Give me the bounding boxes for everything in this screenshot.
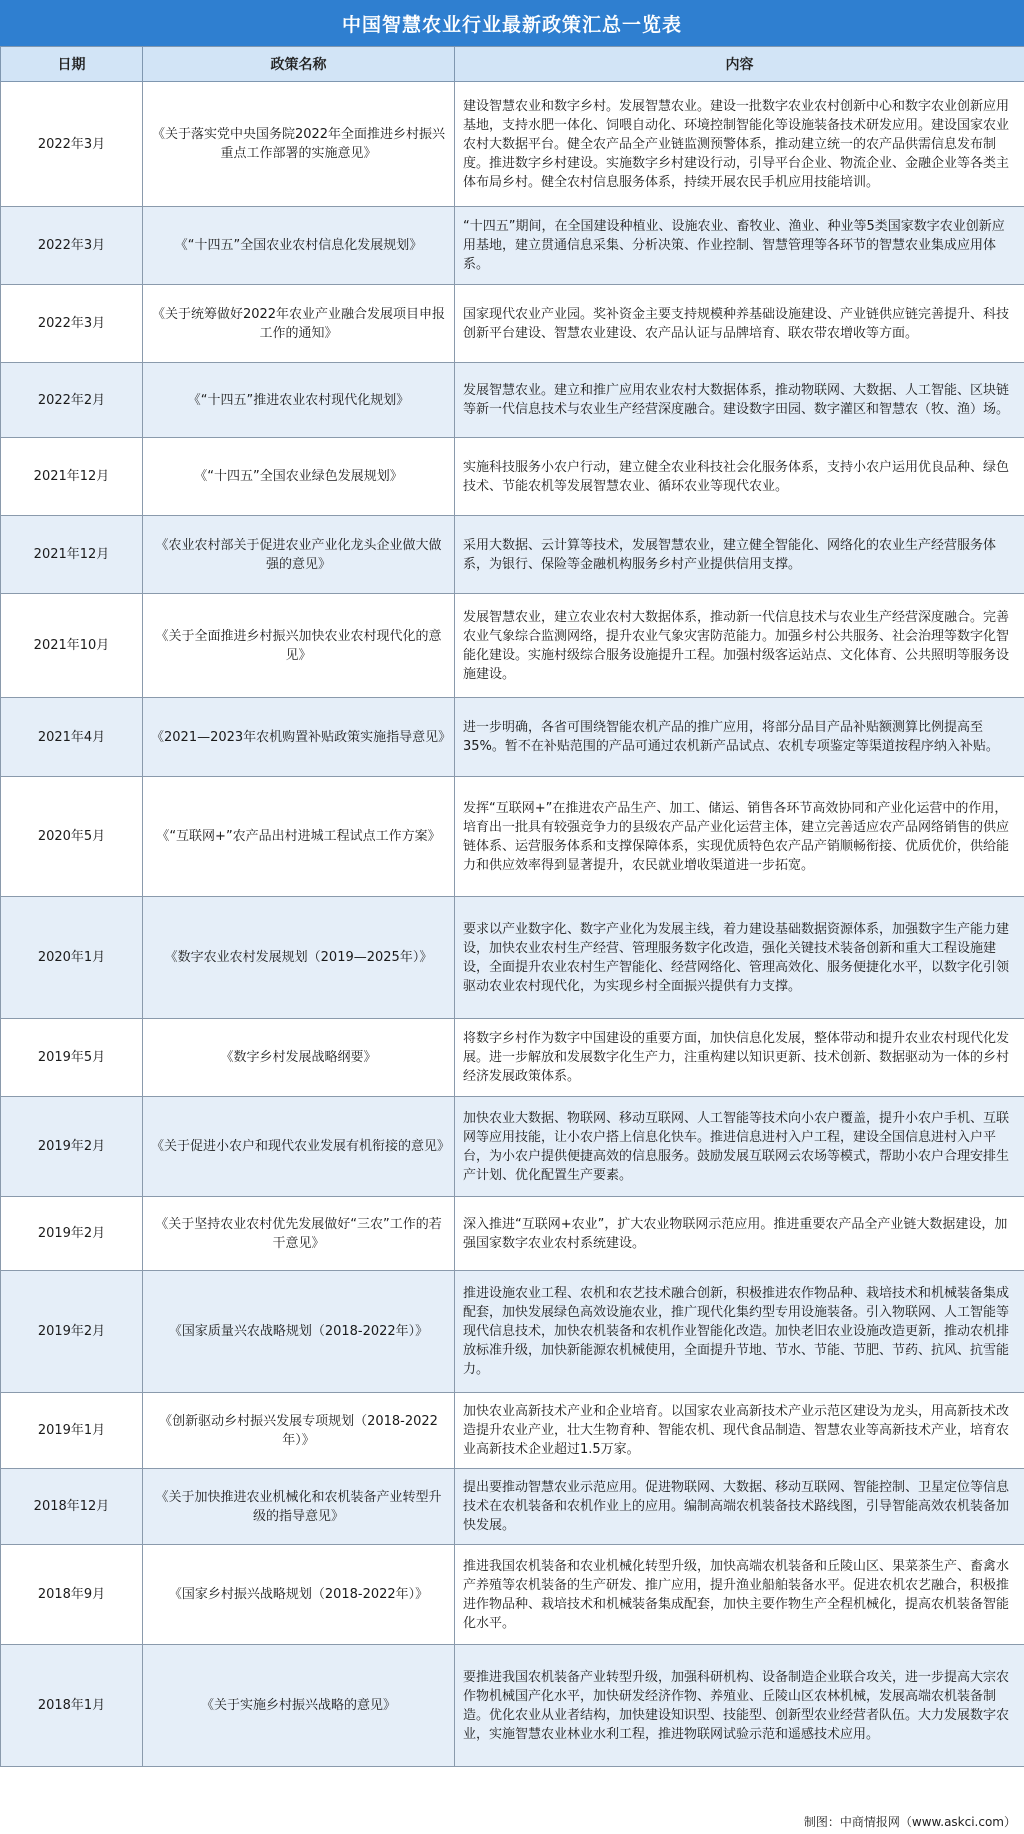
- table-row: [1, 363, 1024, 438]
- row-content: 建设智慧农业和数字乡村。发展智慧农业。建设一批数字农业农村创新中心和数字农业创新应用基地，支持水肥一体化、饲喂自动化、环境控制智能化等设施装备技术研发应用。建设国家农业农村大数据平台。健全农产品全产业链监测预警体系，推动建立统一的农产品供需信息发布制度。推进数字乡村建设。实施数字乡村建设行动，引导平台企业、物流企业、金融企业等各类主体布局乡村。健全农村信息服务体系，持续开展农民手机应用技能培训。: [455, 82, 1024, 207]
- row-date: 2019年2月: [1, 1097, 143, 1197]
- row-content: 发展智慧农业，建立农业农村大数据体系，推动新一代信息技术与农业生产经营深度融合。完善农业气象综合监测网络，提升农业气象灾害防范能力。加强乡村公共服务、社会治理等数字化智能化建设。实施村级综合服务设施提升工程。加强村级客运站点、文化体育、公共照明等服务设施建设。: [455, 594, 1024, 698]
- row-content: 加快农业大数据、物联网、移动互联网、人工智能等技术向小农户覆盖，提升小农户手机、互联网等应用技能，让小农户搭上信息化快车。推进信息进村入户工程，建设全国信息进村入户平台，为小农户提供便捷高效的信息服务。鼓励发展互联网云农场等模式，帮助小农户合理安排生产计划、优化配置生产要素。: [455, 1097, 1024, 1197]
- table-header: [1, 47, 1024, 82]
- table-row: [1, 207, 1024, 285]
- row-content: 加快农业高新技术产业和企业培育。以国家农业高新技术产业示范区建设为龙头，用高新技术改造提升农业产业，壮大生物育种、智能农机、现代食品制造、智慧农业等高新技术产业，培育农业高新技术企业超过1.5万家。: [455, 1393, 1024, 1469]
- row-date: 2019年5月: [1, 1019, 143, 1097]
- row-date: 2019年2月: [1, 1197, 143, 1271]
- header-row: [1, 47, 1024, 82]
- row-policy-name: 《国家乡村振兴战略规划（2018-2022年）》: [143, 1545, 455, 1645]
- row-date: 2022年2月: [1, 363, 143, 438]
- table-row: [1, 1271, 1024, 1393]
- row-date: 2019年2月: [1, 1271, 143, 1393]
- row-policy-name: 《关于统筹做好2022年农业产业融合发展项目申报工作的通知》: [143, 285, 455, 363]
- table-row: [1, 1545, 1024, 1645]
- header-policy-name: 政策名称: [143, 47, 455, 82]
- row-policy-name: 《数字乡村发展战略纲要》: [143, 1019, 455, 1097]
- row-policy-name: 《创新驱动乡村振兴发展专项规划（2018-2022年）》: [143, 1393, 455, 1469]
- row-policy-name: 《关于坚持农业农村优先发展做好“三农”工作的若干意见》: [143, 1197, 455, 1271]
- table-row: [1, 438, 1024, 516]
- row-date: 2018年12月: [1, 1469, 143, 1545]
- row-date: 2021年12月: [1, 516, 143, 594]
- row-content: 将数字乡村作为数字中国建设的重要方面，加快信息化发展，整体带动和提升农业农村现代化发展。进一步解放和发展数字化生产力，注重构建以知识更新、技术创新、数据驱动为一体的乡村经济发展政策体系。: [455, 1019, 1024, 1097]
- row-content: 采用大数据、云计算等技术，发展智慧农业，建立健全智能化、网络化的农业生产经营服务体系，为银行、保险等金融机构服务乡村产业提供信用支撑。: [455, 516, 1024, 594]
- row-policy-name: 《关于全面推进乡村振兴加快农业农村现代化的意见》: [143, 594, 455, 698]
- row-policy-name: 《“十四五”推进农业农村现代化规划》: [143, 363, 455, 438]
- row-date: 2020年1月: [1, 897, 143, 1019]
- table-row: [1, 285, 1024, 363]
- table-row: [1, 1097, 1024, 1197]
- table-row: [1, 777, 1024, 897]
- row-content: 推进我国农机装备和农业机械化转型升级，加快高端农机装备和丘陵山区、果菜茶生产、畜禽水产养殖等农机装备的生产研发、推广应用，提升渔业船舶装备水平。促进农机农艺融合，积极推进作物品种、栽培技术和机械装备集成配套，加快主要作物生产全程机械化，提高农机装备智能化水平。: [455, 1545, 1024, 1645]
- table-row: [1, 1393, 1024, 1469]
- table-row: [1, 1197, 1024, 1271]
- row-date: 2021年12月: [1, 438, 143, 516]
- header-date: 日期: [1, 47, 143, 82]
- row-content: 提出要推动智慧农业示范应用。促进物联网、大数据、移动互联网、智能控制、卫星定位等信息技术在农机装备和农机作业上的应用。编制高端农机装备技术路线图，引导智能高效农机装备加快发展。: [455, 1469, 1024, 1545]
- row-date: 2018年1月: [1, 1645, 143, 1767]
- row-policy-name: 《农业农村部关于促进农业产业化龙头企业做大做强的意见》: [143, 516, 455, 594]
- row-date: 2020年5月: [1, 777, 143, 897]
- table-row: [1, 1645, 1024, 1767]
- page-title: 中国智慧农业行业最新政策汇总一览表: [0, 0, 1024, 46]
- row-policy-name: 《国家质量兴农战略规划（2018-2022年）》: [143, 1271, 455, 1393]
- row-policy-name: 《关于实施乡村振兴战略的意见》: [143, 1645, 455, 1767]
- row-content: 要求以产业数字化、数字产业化为发展主线，着力建设基础数据资源体系，加强数字生产能力建设，加快农业农村生产经营、管理服务数字化改造，强化关键技术装备创新和重大工程设施建设，全面提升农业农村生产智能化、经营网络化、管理高效化、服务便捷化水平，以数字化引领驱动农业农村现代化，为实现乡村全面振兴提供有力支撑。: [455, 897, 1024, 1019]
- row-date: 2021年4月: [1, 698, 143, 777]
- row-policy-name: 《关于落实党中央国务院2022年全面推进乡村振兴重点工作部署的实施意见》: [143, 82, 455, 207]
- footer-credit: 制图：中商情报网（www.askci.com）: [803, 1815, 1016, 1829]
- row-policy-name: 《“十四五”全国农业绿色发展规划》: [143, 438, 455, 516]
- row-policy-name: 《数字农业农村发展规划（2019—2025年）》: [143, 897, 455, 1019]
- row-date: 2021年10月: [1, 594, 143, 698]
- table-row: [1, 82, 1024, 207]
- row-content: 发挥“互联网+”在推进农产品生产、加工、储运、销售各环节高效协同和产业化运营中的作用，培育出一批具有较强竞争力的县级农产品产业化运营主体，建立完善适应农产品网络销售的供应链体系、运营服务体系和支撑保障体系，实现优质特色农产品产销顺畅衔接、优质优价，供给能力和供应效率得到显著提升，农民就业增收渠道进一步拓宽。: [455, 777, 1024, 897]
- row-policy-name: 《关于加快推进农业机械化和农机装备产业转型升级的指导意见》: [143, 1469, 455, 1545]
- row-content: 发展智慧农业。建立和推广应用农业农村大数据体系，推动物联网、大数据、人工智能、区块链等新一代信息技术与农业生产经营深度融合。建设数字田园、数字灌区和智慧农（牧、渔）场。: [455, 363, 1024, 438]
- table-row: [1, 698, 1024, 777]
- row-date: 2018年9月: [1, 1545, 143, 1645]
- row-content: 推进设施农业工程、农机和农艺技术融合创新，积极推进农作物品种、栽培技术和机械装备集成配套，加快发展绿色高效设施农业，推广现代化集约型专用设施装备。引入物联网、人工智能等现代信息技术，加快农机装备和农机作业智能化改造。加快老旧农业设施改造更新，推动农机排放标准升级，加快新能源农机械使用，全面提升节地、节水、节能、节肥、节药、抗风、抗雪能力。: [455, 1271, 1024, 1393]
- table-row: [1, 516, 1024, 594]
- row-content: “十四五”期间，在全国建设种植业、设施农业、畜牧业、渔业、种业等5类国家数字农业创新应用基地，建立贯通信息采集、分析决策、作业控制、智慧管理等各环节的智慧农业集成应用体系。: [455, 207, 1024, 285]
- row-date: 2019年1月: [1, 1393, 143, 1469]
- row-content: 深入推进“互联网+农业”，扩大农业物联网示范应用。推进重要农产品全产业链大数据建设，加强国家数字农业农村系统建设。: [455, 1197, 1024, 1271]
- row-content: 实施科技服务小农户行动，建立健全农业科技社会化服务体系，支持小农户运用优良品种、绿色技术、节能农机等发展智慧农业、循环农业等现代农业。: [455, 438, 1024, 516]
- row-date: 2022年3月: [1, 285, 143, 363]
- header-content: 内容: [455, 47, 1024, 82]
- table-row: [1, 594, 1024, 698]
- row-content: 进一步明确，各省可围绕智能农机产品的推广应用，将部分品目产品补贴额测算比例提高至35%。暂不在补贴范围的产品可通过农机新产品试点、农机专项鉴定等渠道按程序纳入补贴。: [455, 698, 1024, 777]
- row-policy-name: 《“互联网+”农产品出村进城工程试点工作方案》: [143, 777, 455, 897]
- row-policy-name: 《“十四五”全国农业农村信息化发展规划》: [143, 207, 455, 285]
- table-body: [1, 82, 1024, 1767]
- row-policy-name: 《2021—2023年农机购置补贴政策实施指导意见》: [143, 698, 455, 777]
- row-policy-name: 《关于促进小农户和现代农业发展有机衔接的意见》: [143, 1097, 455, 1197]
- row-content: 要推进我国农机装备产业转型升级，加强科研机构、设备制造企业联合攻关，进一步提高大宗农作物机械国产化水平，加快研发经济作物、养殖业、丘陵山区农林机械，发展高端农机装备制造。优化农业从业者结构，加快建设知识型、技能型、创新型农业经营者队伍。大力发展数字农业，实施智慧农业林业水利工程，推进物联网试验示范和遥感技术应用。: [455, 1645, 1024, 1767]
- table-row: [1, 1019, 1024, 1097]
- table-row: [1, 897, 1024, 1019]
- row-date: 2022年3月: [1, 207, 143, 285]
- row-date: 2022年3月: [1, 82, 143, 207]
- table-row: [1, 1469, 1024, 1545]
- policy-table: [0, 46, 1024, 1767]
- row-content: 国家现代农业产业园。奖补资金主要支持规模种养基础设施建设、产业链供应链完善提升、科技创新平台建设、智慧农业建设、农产品认证与品牌培育、联农带农增收等方面。: [455, 285, 1024, 363]
